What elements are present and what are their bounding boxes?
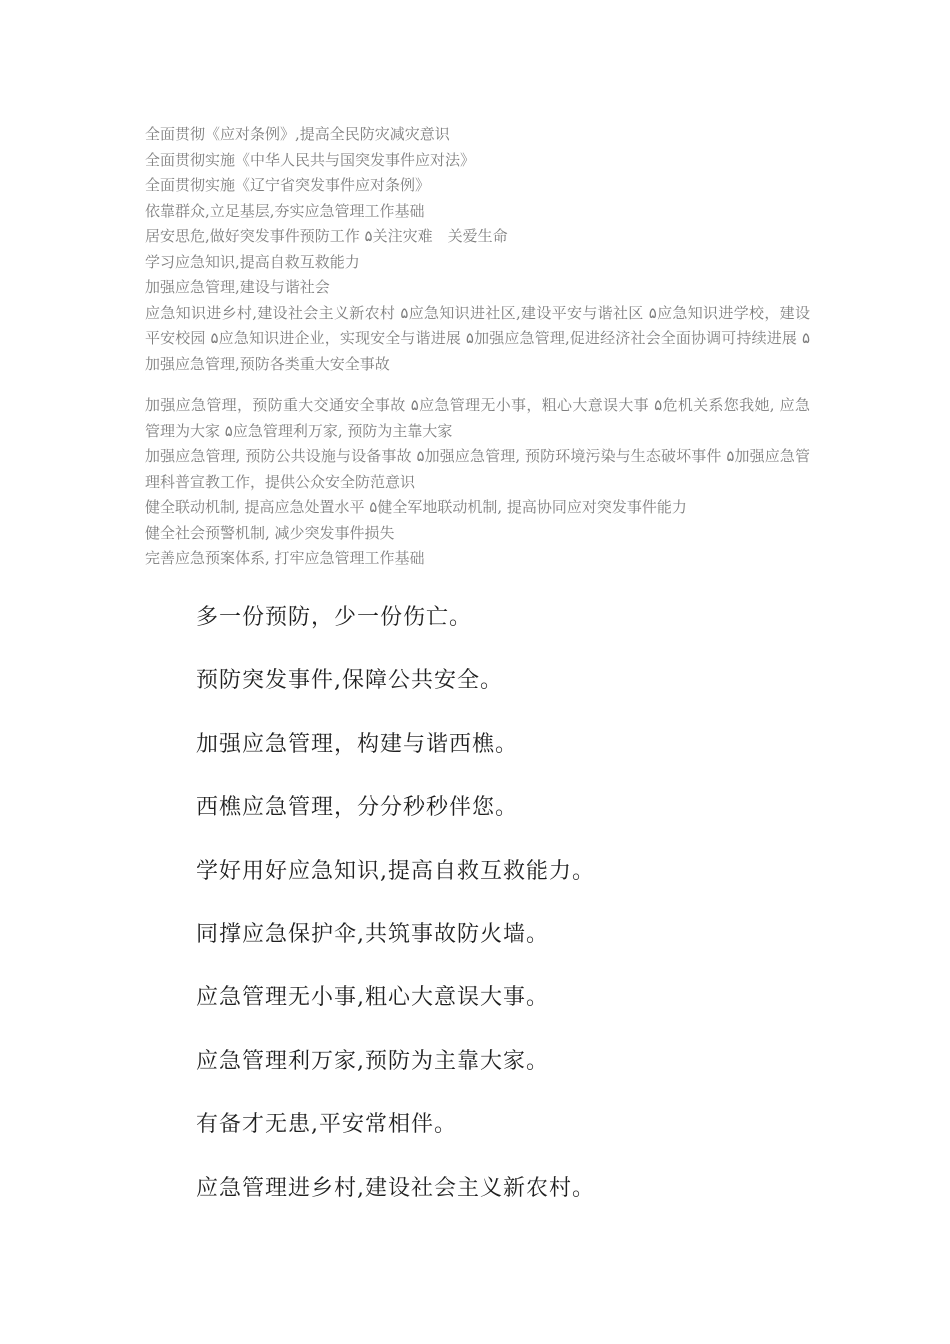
slogan-line: 健全社会预警机制, 减少突发事件损失 xyxy=(145,523,395,542)
slogan-line: 健全联动机制, 提高应急处置水平 ۵健全军地联动机制, 提高协同应对突发事件能力 xyxy=(145,498,687,516)
paragraph-spacer xyxy=(145,377,810,393)
slogan-line: 全面贯彻实施《辽宁省突发事件应对条例》 xyxy=(145,176,431,194)
slogan-item: 西樵应急管理，分分秒秒伴您。 xyxy=(196,795,519,821)
slogan-paragraph: 加强应急管理, 预防公共设施与设备事故 ۵加强应急管理, 预防环境污染与生态破坏事件 ۵加强应急管理科普宣教工作，提供公众安全防范意识 xyxy=(145,447,810,491)
slogan-list-small xyxy=(145,122,810,572)
slogan-line: 完善应急预案体系, 打牢应急管理工作基础 xyxy=(145,549,425,567)
slogan-item: 多一份预防，少一份伤亡。 xyxy=(196,605,473,630)
slogan-item: 应急管理无小事,粗心大意误大事。 xyxy=(196,985,549,1011)
slogan-list-large xyxy=(196,596,816,1230)
slogan-item: 预防突发事件,保障公共安全。 xyxy=(196,668,503,694)
slogan-item: 同撑应急保护伞,共筑事故防火墙。 xyxy=(196,921,549,947)
slogan-item: 学好用好应急知识,提高自救互救能力。 xyxy=(196,858,595,884)
slogan-item: 加强应急管理，构建与谐西樵。 xyxy=(196,731,519,757)
slogan-item: 应急管理进乡村,建设社会主义新农村。 xyxy=(196,1175,595,1201)
slogan-line: 加强应急管理,建设与谐社会 xyxy=(145,278,330,296)
slogan-line: 全面贯彻实施《中华人民共与国突发事件应对法》 xyxy=(145,150,476,169)
slogan-item: 有备才无患,平安常相伴。 xyxy=(196,1112,457,1138)
slogan-paragraph: 应急知识进乡村,建设社会主义新农村 ۵应急知识进社区,建设平安与谐社区 ۵应急知识进学校，建设平安校园 ۵应急知识进企业，实现安全与谐进展 ۵加强应急管理,促进经济社会全面协调可持续进展 ۵加强应急管理,预防各类重大安全事故 xyxy=(145,303,810,373)
slogan-line: 学习应急知识,提高自救互救能力 xyxy=(145,252,360,271)
slogan-line: 全面贯彻《应对条例》,提高全民防灾减灾意识 xyxy=(145,125,450,143)
slogan-paragraph: 加强应急管理，预防重大交通安全事故 ۵应急管理无小事，粗心大意误大事 ۵危机关系您我她, 应急管理为大家 ۵应急管理利万家, 预防为主靠大家 xyxy=(145,396,810,440)
slogan-item: 应急管理利万家,预防为主靠大家。 xyxy=(196,1048,549,1074)
slogan-line: 居安思危,做好突发事件预防工作 ۵关注灾难 关爱生命 xyxy=(145,227,508,245)
slogan-line: 依靠群众,立足基层,夯实应急管理工作基础 xyxy=(145,201,425,220)
